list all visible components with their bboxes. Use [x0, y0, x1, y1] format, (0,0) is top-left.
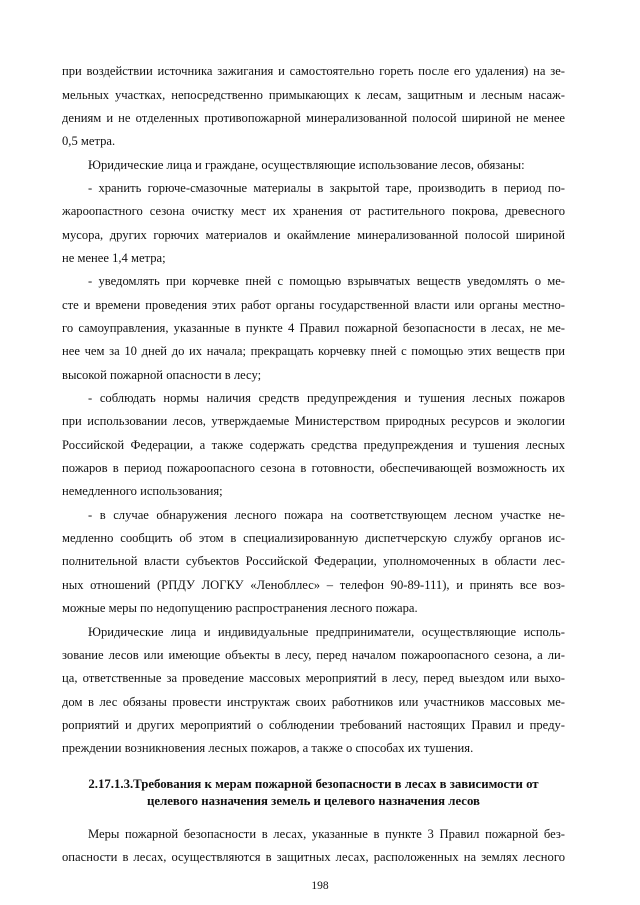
text-line: при использовании лесов, утверждаемые Министерством природных ресурсов и экологии [62, 414, 565, 428]
text-line: дениям и не отделенных противопожарной минерализованной полосой шириной не менее [62, 111, 565, 125]
text-line: роприятий и других мероприятий о соблюдении требований настоящих Правил и преду- [62, 718, 565, 732]
text-line: го самоуправления, указанные в пункте 4 Правил пожарной безопасности в лесах, не ме- [62, 321, 565, 335]
text-line: зование лесов или имеющие объекты в лесу, перед началом пожароопасного сезона, а ли- [62, 648, 565, 662]
text-line: нее чем за 10 дней до их начала; прекращать корчевку пней с помощью этих веществ при [62, 344, 565, 358]
section-heading: 2.17.1.3.Требования к мерам пожарной безопасности в лесах в зависимости от [88, 777, 539, 791]
text-line: не менее 1,4 метра; [62, 251, 166, 265]
text-line: ных отношений (РПДУ ЛОГКУ «Ленобллес» – телефон 90-89-111), и принять все воз- [62, 578, 565, 592]
text-line: ца, ответственные за проведение массовых мероприятий в лесу, перед выездом или выхо- [62, 671, 565, 685]
text-line: опасности в лесах, осуществляются в защитных лесах, расположенных на землях лесного [62, 850, 565, 864]
text-line: медленно сообщить об этом в специализированную диспетчерскую службу органов ис- [62, 531, 565, 545]
text-line: мусора, других горючих материалов и окаймление минерализованной полосой шириной [62, 228, 565, 242]
text-line: сте и времени проведения этих работ органы государственной власти или органы местно- [62, 298, 565, 312]
text-line: пожаров в период пожароопасного сезона в готовности, обеспечивающей возможность их [62, 461, 565, 475]
text-line: - в случае обнаружения лесного пожара на соответствующем лесном участке не- [88, 508, 565, 522]
text-line: дом в лес обязаны провести инструктаж своих работников или участников массовых ме- [62, 695, 565, 709]
text-line: 0,5 метра. [62, 134, 116, 148]
text-line: можные меры по недопущению распространения лесного пожара. [62, 601, 418, 615]
text-line: при воздействии источника зажигания и самостоятельно гореть после его удаления) на зе- [62, 64, 565, 78]
text-line: немедленного использования; [62, 484, 223, 498]
text-line: - соблюдать нормы наличия средств предупреждения и тушения лесных пожаров [88, 391, 565, 405]
text-line: Юридические лица и индивидуальные предприниматели, осуществляющие исполь- [88, 625, 565, 639]
text-line: Российской Федерации, а также содержать средства предупреждения и тушения лесных [62, 438, 565, 452]
text-line: - уведомлять при корчевке пней с помощью взрывчатых веществ уведомлять о ме- [88, 274, 565, 288]
section-heading-continued: целевого назначения земель и целевого назначения лесов [147, 794, 480, 808]
page-number: 198 [311, 880, 329, 892]
text-line: - хранить горюче-смазочные материалы в закрытой таре, производить в период по- [88, 181, 565, 195]
text-line: Меры пожарной безопасности в лесах, указанные в пункте 3 Правил пожарной без- [88, 827, 565, 841]
text-line: преждении возникновения лесных пожаров, а также о способах их тушения. [62, 741, 474, 755]
text-line: Юридические лица и граждане, осуществляющие использование лесов, обязаны: [88, 158, 525, 172]
text-line: полнительной власти субъектов Российской Федерации, уполномоченных в области лес- [62, 554, 565, 568]
text-line: мельных участках, непосредственно примыкающих к лесам, защитным и лесным насаж- [62, 88, 565, 102]
text-line: высокой пожарной опасности в лесу; [62, 368, 262, 382]
text-line: жароопастного сезона очистку мест их хранения от растительного покрова, древесного [62, 204, 565, 218]
